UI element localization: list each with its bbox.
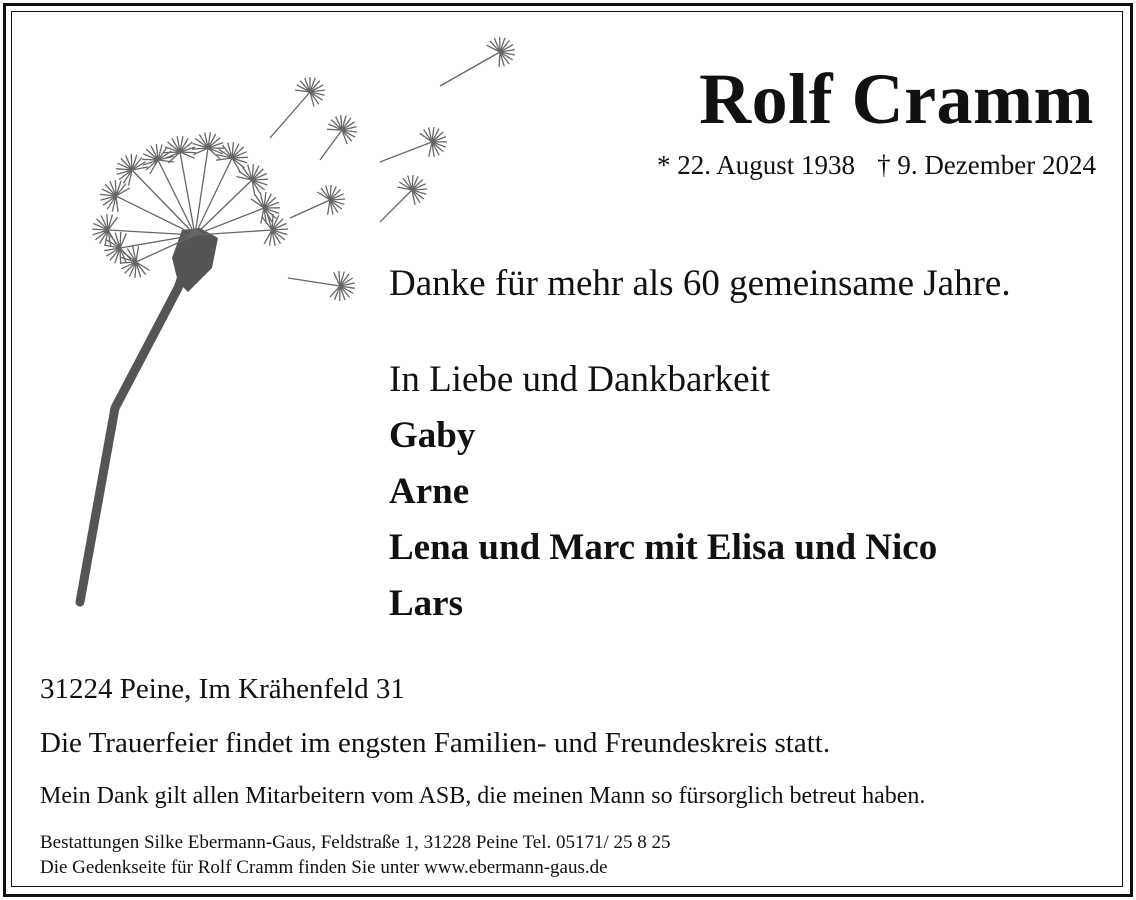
undertaker-info: Bestattungen Silke Ebermann-Gaus, Feldstraße 1, 31228 Peine Tel. 05171/ 25 8 25 bbox=[40, 832, 671, 853]
deceased-name: Rolf Cramm bbox=[699, 59, 1094, 139]
ceremony-note: Die Trauerfeier findet im engsten Familien- und Freundeskreis statt. bbox=[40, 727, 831, 759]
life-dates bbox=[657, 150, 1096, 181]
birth-date: * 22. August 1938 bbox=[657, 150, 856, 180]
death-date: † 9. Dezember 2024 bbox=[877, 150, 1096, 180]
dandelion-stem bbox=[80, 260, 188, 602]
family-member: Arne bbox=[389, 471, 470, 512]
memorial-page-info: Die Gedenkseite für Rolf Cramm finden Sie unter www.ebermann-gaus.de bbox=[40, 857, 608, 878]
love-line: In Liebe und Dankbarkeit bbox=[389, 359, 771, 400]
thanks-line: Danke für mehr als 60 gemeinsame Jahre. bbox=[389, 263, 1011, 304]
family-member: Lars bbox=[389, 583, 463, 624]
family-member: Gaby bbox=[389, 415, 476, 456]
gratitude-note: Mein Dank gilt allen Mitarbeitern vom ASB, die meinen Mann so fürsorglich betreut haben. bbox=[40, 783, 926, 809]
address: 31224 Peine, Im Krähenfeld 31 bbox=[40, 673, 405, 705]
family-member: Lena und Marc mit Elisa und Nico bbox=[389, 527, 938, 568]
